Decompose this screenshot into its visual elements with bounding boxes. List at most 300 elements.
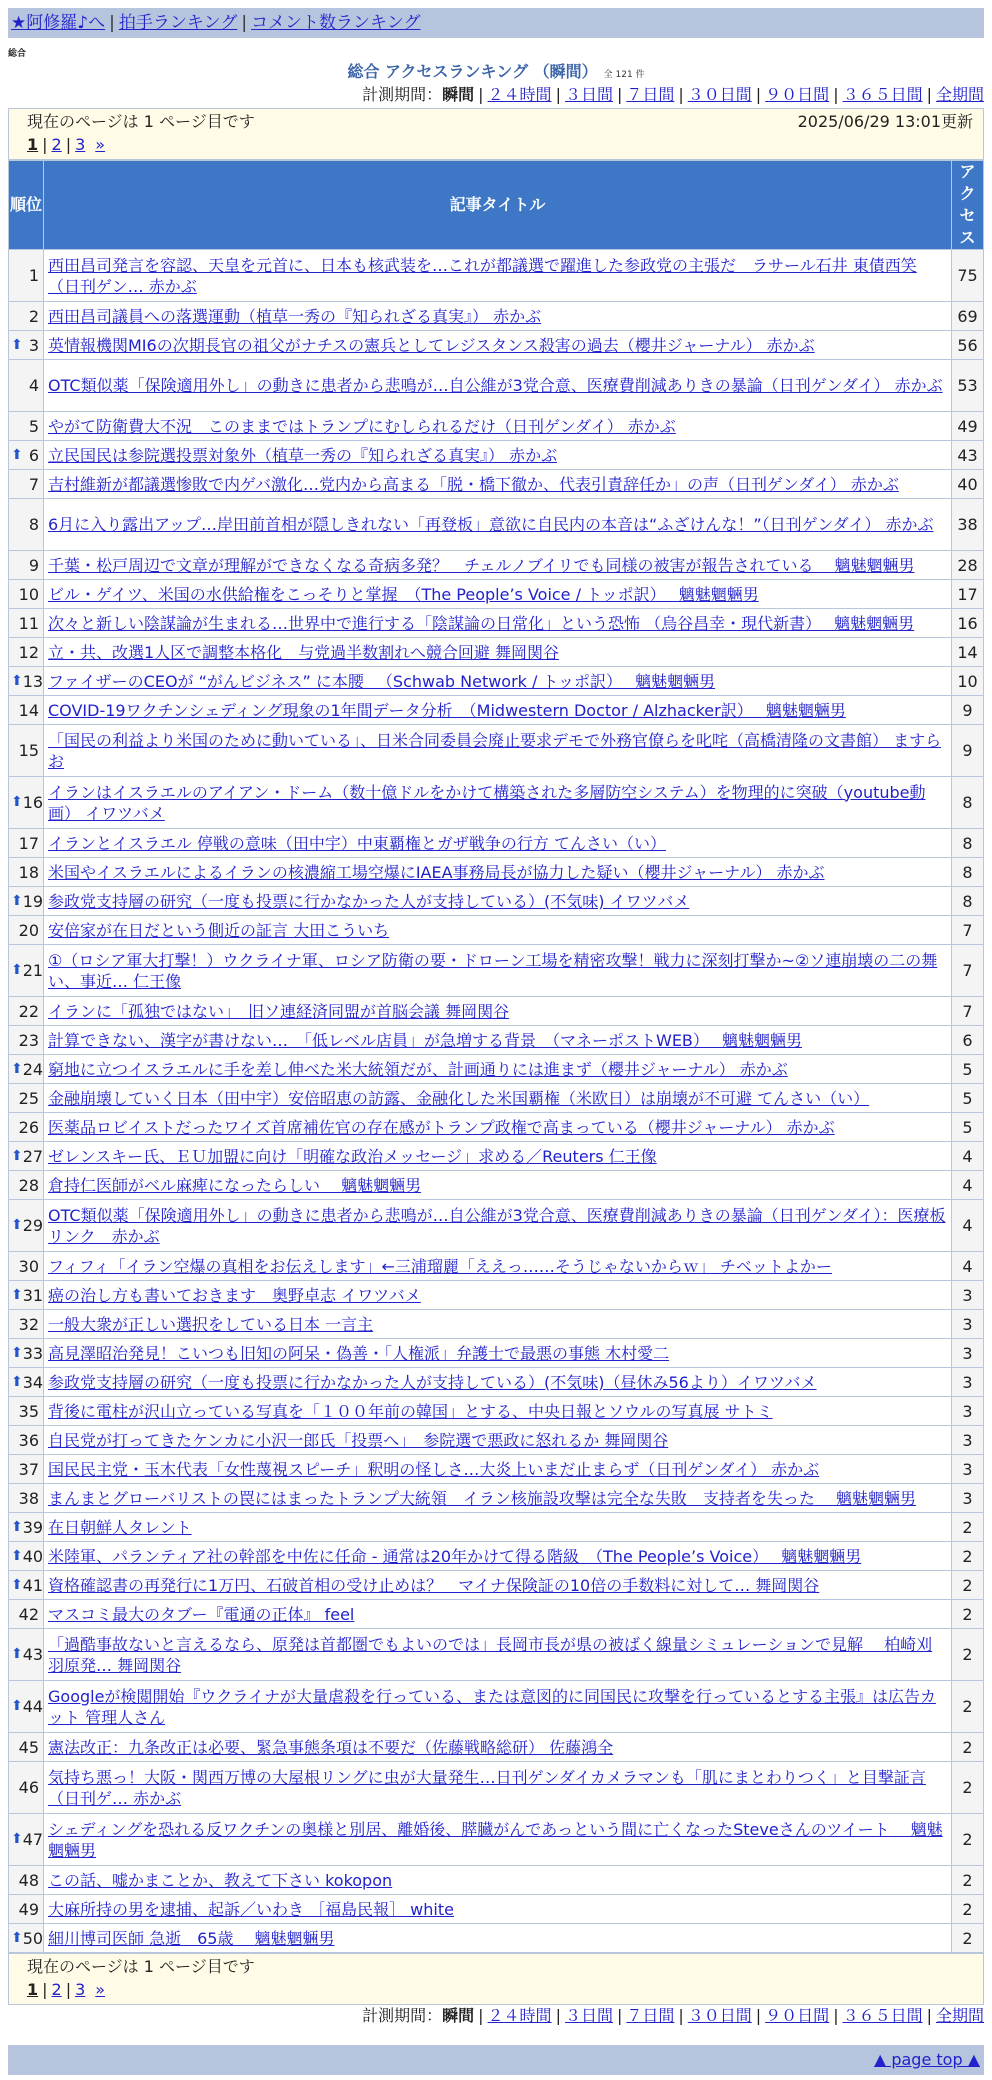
title-cell xyxy=(44,858,952,887)
pagination xyxy=(27,1979,973,2003)
rank-number: 6 xyxy=(28,445,39,465)
title-cell xyxy=(44,1629,952,1681)
rank-cell xyxy=(9,887,44,916)
rank-cell xyxy=(9,499,44,551)
article-link[interactable]: OTC類似薬「保険適用外し」の動きに患者から悲鳴が…自公維が3党合意、医療費削減ありきの暴論（日刊ゲンダイ）：医療板リンク 赤かぶ xyxy=(48,1205,946,1246)
table-row xyxy=(9,1814,984,1866)
period-separator: | xyxy=(833,2006,839,2025)
rank-number: 23 xyxy=(18,1030,39,1050)
rank-cell xyxy=(9,250,44,302)
table-row xyxy=(9,302,984,331)
period-link[interactable]: ７日間 xyxy=(626,85,675,104)
access-count: 16 xyxy=(952,609,984,638)
period-link[interactable]: ９０日間 xyxy=(765,2006,830,2025)
access-count: 3 xyxy=(952,1368,984,1397)
table-row xyxy=(9,331,984,360)
table-row xyxy=(9,777,984,829)
period-link[interactable]: 全期間 xyxy=(935,2006,984,2025)
table-row xyxy=(9,1084,984,1113)
rank-up-arrow-icon: ⬆ xyxy=(11,336,23,353)
article-link[interactable]: 吉村維新が都議選惨敗で内ゲバ激化…党内から高まる「脱・橋下徹か、代表引責辞任か」の声（日刊ゲンダイ） 赤かぶ xyxy=(48,474,899,494)
rank-cell xyxy=(9,777,44,829)
title-cell xyxy=(44,1924,952,1953)
rank-up-arrow-icon: ⬆ xyxy=(11,1646,23,1662)
table-row xyxy=(9,609,984,638)
article-link[interactable]: 西田昌司議員への落選運動（植草一秀の『知られざる真実』） 赤かぶ xyxy=(48,306,542,326)
rank-up-arrow-icon: ⬆ xyxy=(11,446,23,463)
period-link[interactable]: ３日間 xyxy=(564,85,613,104)
rank-cell xyxy=(9,412,44,441)
period-link[interactable]: ７日間 xyxy=(626,2006,675,2025)
table-row xyxy=(9,1600,984,1629)
period-separator: | xyxy=(755,85,762,104)
rank-cell xyxy=(9,1426,44,1455)
access-count: 5 xyxy=(952,1113,984,1142)
rank-cell xyxy=(9,551,44,580)
rank-cell xyxy=(9,1600,44,1629)
article-link[interactable]: 西田昌司発言を容認、天皇を元首に、日本も核武装を…これが都議選で躍進した参政党の主張だ ラサール石井 東債西笑（日刊ゲン… 赤かぶ xyxy=(48,255,917,296)
article-link[interactable]: マスコミ最大のタブー『電通の正体』 feel xyxy=(48,1604,355,1624)
period-separator: | xyxy=(678,2006,684,2025)
ranking-table xyxy=(8,160,984,1953)
access-count: 2 xyxy=(952,1542,984,1571)
article-link[interactable]: 次々と新しい陰謀論が生まれる…世界中で進行する「陰謀論の日常化」という恐怖 （烏谷昌幸・現代新書） 魑魅魍魎男 xyxy=(48,613,915,633)
period-separator: | xyxy=(833,85,839,104)
article-link[interactable]: OTC類似薬「保険適用外し」の動きに患者から悲鳴が…自公維が3党合意、医療費削減ありきの暴論（日刊ゲンダイ） 赤かぶ xyxy=(48,376,943,395)
rank-cell xyxy=(9,1814,44,1866)
article-link[interactable]: 米国やイスラエルによるイランの核濃縮工場空爆にIAEA事務局長が協力した疑い（櫻井ジャーナル） 赤かぶ xyxy=(48,862,825,882)
access-count: 38 xyxy=(952,499,984,551)
nav-separator: | xyxy=(109,13,115,33)
access-count: 28 xyxy=(952,551,984,580)
table-row xyxy=(9,1055,984,1084)
title-cell xyxy=(44,1142,952,1171)
access-count: 2 xyxy=(952,1629,984,1681)
rank-number: 35 xyxy=(18,1401,39,1421)
title-cell xyxy=(44,945,952,997)
table-row xyxy=(9,1142,984,1171)
article-link[interactable]: 背後に電柱が沢山立っている写真を「１００年前の韓国」とする、中央日報とソウルの写真展 サトミ xyxy=(48,1401,773,1421)
page-link[interactable]: 2 xyxy=(51,1980,62,1999)
period-separator: | xyxy=(555,2006,561,2025)
rank-cell xyxy=(9,1629,44,1681)
pager-box-top xyxy=(8,108,984,160)
rank-number: 36 xyxy=(18,1430,39,1450)
access-count: 7 xyxy=(952,916,984,945)
table-row xyxy=(9,1681,984,1733)
rank-cell xyxy=(9,1055,44,1084)
table-row xyxy=(9,250,984,302)
title-cell xyxy=(44,777,952,829)
access-count: 3 xyxy=(952,1281,984,1310)
article-link[interactable]: 米陸軍、パランティア社の幹部を中佐に任命 - 通常は20年かけて得る階級 （The People’s Voice） 魑魅魍魎男 xyxy=(48,1546,862,1566)
rank-up-arrow-icon: ⬆ xyxy=(11,1547,23,1564)
comment-ranking-link[interactable]: コメント数ランキング xyxy=(251,13,421,33)
rank-cell xyxy=(9,580,44,609)
rank-number: 33 xyxy=(22,1343,44,1363)
rank-cell xyxy=(9,1866,44,1895)
period-separator: | xyxy=(678,85,684,104)
title-cell xyxy=(44,1055,952,1084)
rank-number: 5 xyxy=(28,416,39,436)
title-cell xyxy=(44,1681,952,1733)
article-link[interactable]: 気持ち悪っ！大阪・関西万博の大屋根リングに虫が大量発生…日刊ゲンダイカメラマンも「肌にまとわりつく」と目撃証言（日刊ゲ… 赤かぶ xyxy=(48,1767,926,1808)
table-row xyxy=(9,580,984,609)
title-cell xyxy=(44,1252,952,1281)
article-link[interactable]: 在日朝鮮人タレント xyxy=(48,1517,192,1537)
table-row xyxy=(9,1629,984,1681)
rank-number: 11 xyxy=(18,613,39,633)
title-cell xyxy=(44,1484,952,1513)
table-row xyxy=(9,1542,984,1571)
page-link[interactable]: 3 xyxy=(75,135,86,154)
rank-number: 34 xyxy=(22,1372,44,1392)
article-link[interactable]: 倉持仁医師がベル麻痺になったらしい 魑魅魍魎男 xyxy=(48,1175,422,1195)
page-separator: | xyxy=(65,1980,72,1999)
title-cell xyxy=(44,470,952,499)
article-link[interactable]: 立民国民は参院選投票対象外（植草一秀の『知られざる真実』） 赤かぶ xyxy=(48,445,558,465)
current-page-text: 現在のページは 1 ページ目です xyxy=(27,112,255,131)
article-link[interactable]: 6月に入り露出アップ…岸田前首相が隠しきれない「再登板」意欲に自民内の本音は“ふざけんな！”（日刊ゲンダイ） 赤かぶ xyxy=(48,515,934,534)
article-link[interactable]: まんまとグローバリストの罠にはまったトランプ大統領 イラン核施設攻撃は完全な失敗 支持者を失った 魑魅魍魎男 xyxy=(48,1488,916,1508)
page-title-text: 総合 アクセスランキング （瞬間） xyxy=(347,62,598,81)
article-link[interactable]: 立・共、改選1人区で調整本格化 与党過半数割れへ競合回避 舞岡関谷 xyxy=(48,642,559,662)
access-count: 8 xyxy=(952,858,984,887)
article-link[interactable]: 細川博司医師 急逝 65歳 魑魅魍魎男 xyxy=(48,1928,335,1948)
title-cell xyxy=(44,916,952,945)
access-count: 2 xyxy=(952,1571,984,1600)
rank-cell xyxy=(9,470,44,499)
period-current: 瞬間 xyxy=(442,85,475,104)
article-link[interactable]: 参政党支持層の研究（一度も投票に行かなかった人が支持している）(不気味) イワツバメ xyxy=(48,891,690,911)
article-link[interactable]: 高見澤昭治発見！こいつも旧知の阿呆・偽善・「人権派」弁護士で最悪の事態 木村愛二 xyxy=(48,1343,670,1363)
period-link[interactable]: ３０日間 xyxy=(687,85,752,104)
rank-up-arrow-icon: ⬆ xyxy=(11,1217,23,1233)
access-count: 56 xyxy=(952,331,984,360)
title-cell xyxy=(44,1310,952,1339)
access-count: 8 xyxy=(952,829,984,858)
rank-cell xyxy=(9,609,44,638)
title-cell xyxy=(44,638,952,667)
page-current: 1 xyxy=(27,1980,39,1999)
table-row xyxy=(9,997,984,1026)
rank-number: 49 xyxy=(18,1899,39,1919)
title-cell xyxy=(44,829,952,858)
access-count: 9 xyxy=(952,725,984,777)
table-row xyxy=(9,887,984,916)
rank-cell xyxy=(9,858,44,887)
rank-cell xyxy=(9,1455,44,1484)
nav-separator: | xyxy=(241,13,248,33)
access-count: 7 xyxy=(952,945,984,997)
title-cell xyxy=(44,1600,952,1629)
rank-cell xyxy=(9,1310,44,1339)
period-link[interactable]: ３日間 xyxy=(564,2006,613,2025)
table-row xyxy=(9,412,984,441)
page-separator: | xyxy=(65,135,72,154)
access-count: 3 xyxy=(952,1484,984,1513)
rank-cell xyxy=(9,1924,44,1953)
clap-ranking-link[interactable]: 拍手ランキング xyxy=(118,13,238,33)
access-count: 17 xyxy=(952,580,984,609)
rank-cell xyxy=(9,945,44,997)
rank-number: 24 xyxy=(22,1059,44,1079)
access-count: 9 xyxy=(952,696,984,725)
rank-number: 16 xyxy=(22,793,44,812)
access-count: 2 xyxy=(952,1814,984,1866)
table-row xyxy=(9,1484,984,1513)
article-link[interactable]: 医薬品ロビイストだったワイズ首席補佐官の存在感がトランプ政権で高まっている（櫻井ジャーナル） 赤かぶ xyxy=(48,1117,835,1137)
asyura-home-link[interactable]: ★阿修羅♪へ xyxy=(11,13,106,33)
access-count: 53 xyxy=(952,360,984,412)
access-count: 3 xyxy=(952,1397,984,1426)
rank-number: 18 xyxy=(18,862,39,882)
table-row xyxy=(9,360,984,412)
rank-number: 26 xyxy=(18,1117,39,1137)
rank-number: 41 xyxy=(22,1575,44,1595)
article-link[interactable]: やがて防衛費大不況 このままではトランプにむしられるだけ（日刊ゲンダイ） 赤かぶ xyxy=(48,416,676,436)
period-link[interactable]: ３０日間 xyxy=(687,2006,752,2025)
article-link[interactable]: 金融崩壊していく日本（田中宇）安倍昭恵の訪露、金融化した米国覇権（米欧日）は崩壊が不可避 てんさい（い） xyxy=(48,1088,870,1108)
article-link[interactable]: ①（ロシア軍大打撃！）ウクライナ軍、ロシア防衛の要・ドローン工場を精密攻撃！戦力に深刻打撃か~②ソ連崩壊の二の舞い、事近… 仁王像 xyxy=(48,950,938,991)
rank-cell xyxy=(9,1252,44,1281)
article-link[interactable]: イランに「孤独ではない」 旧ソ連経済同盟が首脳会議 舞岡関谷 xyxy=(48,1001,510,1021)
article-link[interactable]: ファイザーのCEOが “がんビジネス” に本腰 （Schwab Network / トッポ訳） 魑魅魍魎男 xyxy=(48,671,716,691)
access-count: 2 xyxy=(952,1762,984,1814)
rank-up-arrow-icon: ⬆ xyxy=(11,962,23,978)
title-cell xyxy=(44,997,952,1026)
next-page-link[interactable]: » xyxy=(95,1980,106,1999)
title-cell xyxy=(44,1733,952,1762)
title-cell xyxy=(44,1895,952,1924)
table-row xyxy=(9,499,984,551)
access-count: 3 xyxy=(952,1310,984,1339)
rank-up-arrow-icon: ⬆ xyxy=(11,1060,23,1077)
period-link[interactable]: ３６５日間 xyxy=(842,85,923,104)
rank-up-arrow-icon: ⬆ xyxy=(11,1576,23,1593)
access-count: 10 xyxy=(952,667,984,696)
rank-number: 9 xyxy=(28,555,39,575)
table-row xyxy=(9,1200,984,1252)
rank-number: 21 xyxy=(22,961,44,980)
access-count: 75 xyxy=(952,250,984,302)
period-label: 計測期間： xyxy=(362,85,443,104)
article-link[interactable]: シェディングを恐れる反ワクチンの奥様と別居、離婚後、膵臓がんであっという間に亡くなったSteveさんのツイート 魑魅魍魎男 xyxy=(48,1819,943,1860)
rank-cell xyxy=(9,1339,44,1368)
rank-up-arrow-icon: ⬆ xyxy=(11,1929,23,1946)
table-row xyxy=(9,725,984,777)
period-link[interactable]: ２４時間 xyxy=(487,85,552,104)
rank-up-arrow-icon: ⬆ xyxy=(11,672,23,689)
rank-number: 27 xyxy=(22,1146,44,1166)
title-cell xyxy=(44,667,952,696)
rank-number: 32 xyxy=(18,1314,39,1334)
rank-cell xyxy=(9,1397,44,1426)
pager-box-bottom xyxy=(8,1953,984,2005)
table-row xyxy=(9,1171,984,1200)
title-cell xyxy=(44,580,952,609)
table-row xyxy=(9,1571,984,1600)
rank-number: 43 xyxy=(22,1645,44,1664)
rank-number: 2 xyxy=(28,306,39,326)
rank-cell xyxy=(9,1084,44,1113)
rank-cell xyxy=(9,916,44,945)
article-link[interactable]: 憲法改正：九条改正は必要、緊急事態条項は不要だ（佐藤戦略総研） 佐藤鴻全 xyxy=(48,1737,614,1757)
article-link[interactable]: 癌の治し方も書いておきます 奥野卓志 イワツバメ xyxy=(48,1285,421,1305)
access-count: 69 xyxy=(952,302,984,331)
article-link[interactable]: 「国民の利益より米国のために動いている」、日米合同委員会廃止要求デモで外務官僚らを叱咤（高橋清隆の文書館） ますらお xyxy=(48,730,942,771)
access-count: 3 xyxy=(952,1455,984,1484)
article-link[interactable]: ゼレンスキー氏、ＥＵ加盟に向け「明確な政治メッセージ」求める／Reuters 仁王像 xyxy=(48,1146,657,1166)
period-current: 瞬間 xyxy=(442,2006,475,2025)
table-row xyxy=(9,1455,984,1484)
article-link[interactable]: Googleが検閲開始『ウクライナが大量虐殺を行っている、または意図的に同国民に攻撃を行っているとする主張』は広告カット 管理人さん xyxy=(48,1686,936,1727)
table-row xyxy=(9,829,984,858)
rank-cell xyxy=(9,1484,44,1513)
rank-cell xyxy=(9,1200,44,1252)
rank-up-arrow-icon: ⬆ xyxy=(11,1698,23,1714)
rank-cell xyxy=(9,331,44,360)
bottom-bar xyxy=(8,2045,984,2075)
rank-up-arrow-icon: ⬆ xyxy=(11,794,23,810)
article-link[interactable]: 一般大衆が正しい選択をしている日本 一言主 xyxy=(48,1314,374,1334)
period-link[interactable]: ２４時間 xyxy=(487,2006,552,2025)
article-link[interactable]: 千葉・松戸周辺で文章が理解ができなくなる奇病多発？ チェルノブイリでも同様の被害が報告されている 魑魅魍魎男 xyxy=(48,555,915,575)
title-cell xyxy=(44,1368,952,1397)
rank-number: 47 xyxy=(22,1830,44,1849)
title-cell xyxy=(44,1866,952,1895)
article-link[interactable]: フィフィ「イラン空爆の真相をお伝えします」←三浦瑠麗「ええっ……そうじゃないからｗ」 チベットよかー xyxy=(48,1256,832,1276)
page-link[interactable]: 2 xyxy=(51,135,62,154)
next-page-link[interactable]: » xyxy=(95,135,106,154)
rank-cell xyxy=(9,667,44,696)
top-navigation-bar xyxy=(8,8,984,38)
article-link[interactable]: 資格確認書の再発行に1万円、石破首相の受け止めは？ マイナ保険証の10倍の手数料に対して… 舞岡関谷 xyxy=(48,1575,820,1595)
page-link[interactable]: 3 xyxy=(75,1980,86,1999)
access-count: 40 xyxy=(952,470,984,499)
article-link[interactable]: 自民党が打ってきたケンカに小沢一郎氏「投票へ」 参院選で悪政に怒れるか 舞岡関谷 xyxy=(48,1430,669,1450)
article-link[interactable]: この話、嘘かまことか、教えて下さい kokopon xyxy=(48,1870,393,1890)
table-row xyxy=(9,667,984,696)
period-separator: | xyxy=(755,2006,762,2025)
access-count: 8 xyxy=(952,887,984,916)
title-cell xyxy=(44,1200,952,1252)
period-link[interactable]: ３６５日間 xyxy=(842,2006,923,2025)
title-cell xyxy=(44,1281,952,1310)
article-link[interactable]: イランはイスラエルのアイアン・ドーム（数十億ドルをかけて構築された多層防空システム）を物理的に突破（youtube動画） イワツバメ xyxy=(48,782,926,823)
ranking-table-body xyxy=(9,250,984,1953)
title-cell xyxy=(44,1171,952,1200)
rank-number: 3 xyxy=(28,335,39,355)
period-separator: | xyxy=(555,85,561,104)
rank-cell xyxy=(9,360,44,412)
article-link[interactable]: ビル・ゲイツ、米国の水供給権をこっそりと掌握 （The People’s Voice / トッポ訳） 魑魅魍魎男 xyxy=(48,584,759,604)
rank-number: 50 xyxy=(22,1928,44,1948)
rank-up-arrow-icon: ⬆ xyxy=(11,892,23,909)
title-cell xyxy=(44,1571,952,1600)
rank-number: 19 xyxy=(22,891,44,911)
article-link[interactable]: 国民民主党・玉木代表「女性蔑視スピーチ」釈明の怪しさ…大炎上いまだ止まらず（日刊ゲンダイ） 赤かぶ xyxy=(48,1459,820,1479)
rank-number: 7 xyxy=(28,474,39,494)
article-link[interactable]: COVID-19ワクチンシェディング現象の1年間データ分析 （Midwestern Doctor / Alzhacker訳） 魑魅魍魎男 xyxy=(48,700,846,720)
access-count: 6 xyxy=(952,1026,984,1055)
title-cell xyxy=(44,1339,952,1368)
article-link[interactable]: 参政党支持層の研究（一度も投票に行かなかった人が支持している）(不気味)（昼休み56より）イワツバメ xyxy=(48,1372,817,1392)
period-link[interactable]: 全期間 xyxy=(935,85,984,104)
rank-cell xyxy=(9,1733,44,1762)
table-row xyxy=(9,441,984,470)
title-cell xyxy=(44,1542,952,1571)
rank-cell xyxy=(9,696,44,725)
period-label: 計測期間： xyxy=(362,2006,443,2025)
rank-up-arrow-icon: ⬆ xyxy=(11,1344,23,1361)
rank-number: 8 xyxy=(28,515,39,534)
access-count: 2 xyxy=(952,1924,984,1953)
rank-cell xyxy=(9,1142,44,1171)
article-link[interactable]: 「過酷事故ないと言えるなら、原発は首都圏でもよいのでは」長岡市長が県の被ばく線量シミュレーションで見解 柏崎刈羽原発… 舞岡関谷 xyxy=(48,1634,933,1675)
rank-cell xyxy=(9,829,44,858)
table-row xyxy=(9,1426,984,1455)
title-cell xyxy=(44,412,952,441)
rank-number: 46 xyxy=(18,1778,39,1797)
access-count: 4 xyxy=(952,1171,984,1200)
title-cell xyxy=(44,1814,952,1866)
table-row xyxy=(9,1339,984,1368)
rank-cell xyxy=(9,1113,44,1142)
access-count: 2 xyxy=(952,1600,984,1629)
article-link[interactable]: イランとイスラエル 停戦の意味（田中宇）中東覇権とガザ戦争の行方 てんさい（い） xyxy=(48,833,667,853)
period-link[interactable]: ９０日間 xyxy=(765,85,830,104)
rank-number: 12 xyxy=(18,642,39,662)
title-cell xyxy=(44,1113,952,1142)
table-row xyxy=(9,1026,984,1055)
table-row xyxy=(9,1310,984,1339)
article-link[interactable]: 計算できない、漢字が書けない… 「低レベル店員」が急増する背景 （マネーポストWEB） 魑魅魍魎男 xyxy=(48,1030,802,1050)
title-cell xyxy=(44,887,952,916)
pager-status-row xyxy=(27,110,973,134)
rank-cell xyxy=(9,638,44,667)
title-cell xyxy=(44,551,952,580)
rank-number: 40 xyxy=(22,1546,44,1566)
article-link[interactable]: 大麻所持の男を逮捕、起訴／いわき ［福島民報］ white xyxy=(48,1899,454,1919)
rank-number: 17 xyxy=(18,833,39,853)
article-link[interactable]: 窮地に立つイスラエルに手を差し伸べた米大統領だが、計画通りには進まず（櫻井ジャーナル） 赤かぶ xyxy=(48,1059,788,1079)
access-count: 3 xyxy=(952,1339,984,1368)
article-link[interactable]: 安倍家が在日だという側近の証言 大田こういち xyxy=(48,920,390,940)
rank-number: 42 xyxy=(18,1604,39,1624)
table-row xyxy=(9,1924,984,1953)
rank-number: 14 xyxy=(18,700,39,720)
access-count: 3 xyxy=(952,1426,984,1455)
pagination xyxy=(27,134,973,158)
rank-up-arrow-icon: ⬆ xyxy=(11,1147,23,1164)
rank-number: 1 xyxy=(28,266,39,285)
page-separator: | xyxy=(42,1980,48,1999)
rank-number: 28 xyxy=(18,1175,39,1195)
title-cell xyxy=(44,725,952,777)
table-row xyxy=(9,916,984,945)
period-separator: | xyxy=(616,2006,623,2025)
rank-number: 10 xyxy=(18,584,39,604)
rank-number: 4 xyxy=(28,376,39,395)
page-top-link[interactable]: ▲ page top ▲ xyxy=(873,2050,980,2069)
access-count: 4 xyxy=(952,1142,984,1171)
rank-cell xyxy=(9,1681,44,1733)
article-link[interactable]: 英情報機関MI6の次期長官の祖父がナチスの憲兵としてレジスタンス殺害の過去（櫻井ジャーナル） 赤かぶ xyxy=(48,335,815,355)
table-row xyxy=(9,551,984,580)
title-cell xyxy=(44,1397,952,1426)
rank-up-arrow-icon: ⬆ xyxy=(11,1831,23,1847)
